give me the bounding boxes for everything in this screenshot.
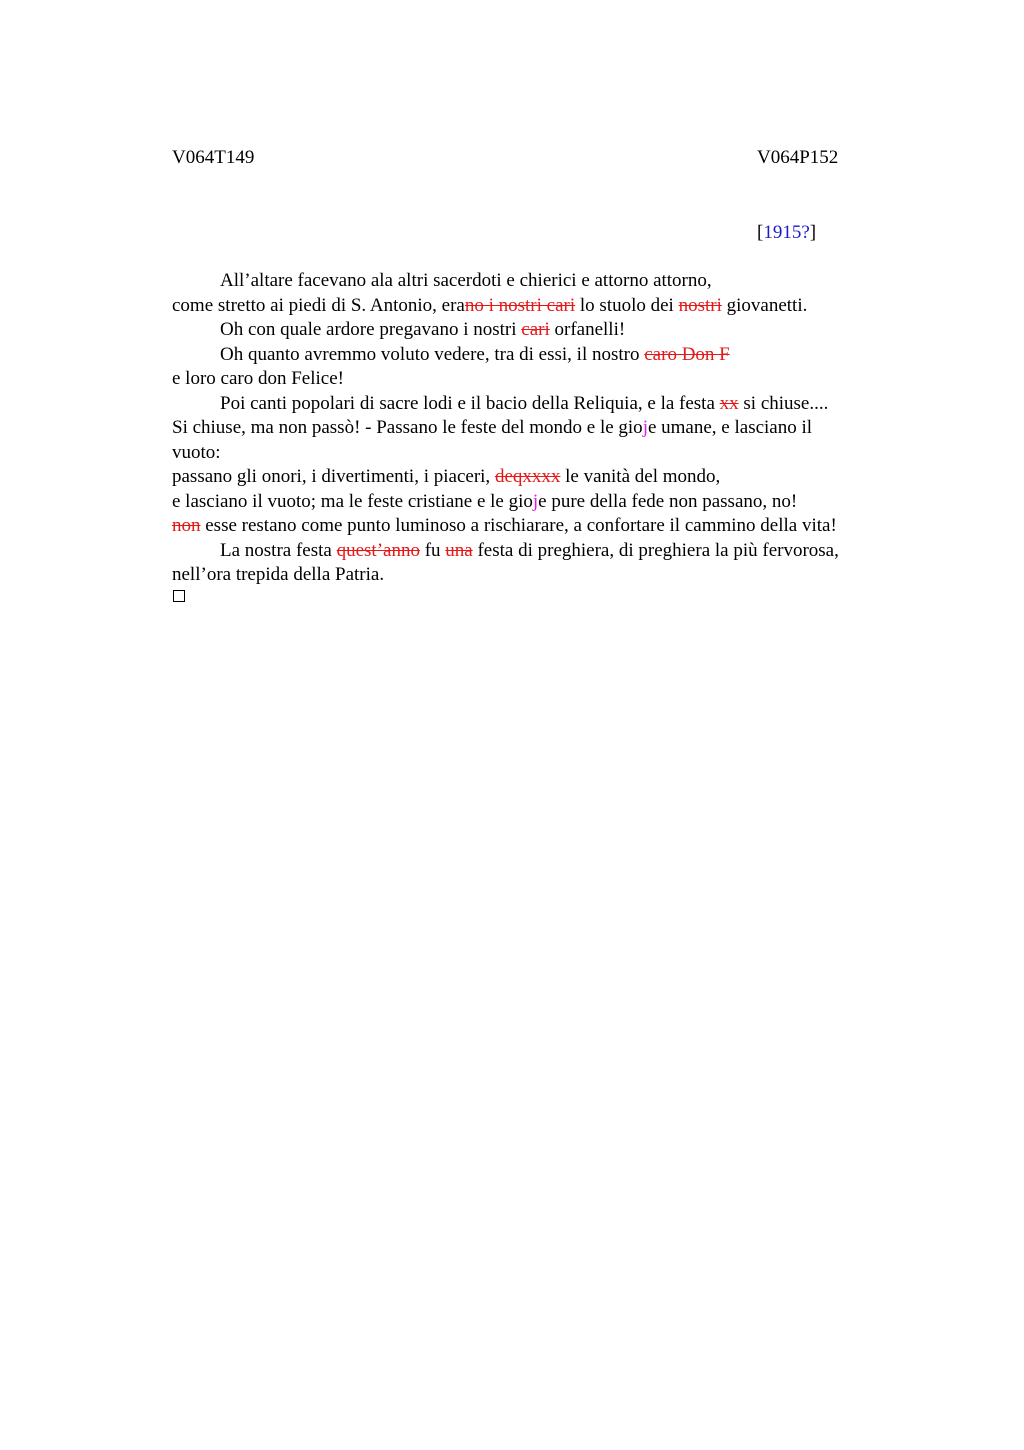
document-code-right: V064P152 <box>757 147 839 168</box>
text-line-11 <box>172 514 902 539</box>
inserted-text: j <box>642 417 648 438</box>
text-line-7 <box>172 416 902 441</box>
date-close-bracket: ] <box>809 222 817 243</box>
text-segment: Si chiuse, ma non passò! - Passano le feste del mondo e le gio <box>172 417 643 438</box>
text-line-5 <box>172 367 902 392</box>
text-line-9 <box>172 465 902 490</box>
deleted-text: caro Don F <box>644 343 730 365</box>
text-segment: e lasciano il vuoto; ma le feste cristiane e le gio <box>172 490 533 512</box>
inserted-text: j <box>532 490 539 512</box>
end-of-text-box-icon <box>173 590 185 602</box>
text-segment: lo stuolo dei <box>575 294 679 316</box>
text-segment: vuoto: <box>172 441 221 463</box>
date-open-bracket: [ <box>757 222 764 243</box>
text-segment: nell’ora trepida della Patria. <box>172 564 385 585</box>
text-segment: si chiuse.... <box>738 392 829 414</box>
text-segment: le vanità del mondo, <box>560 466 721 487</box>
date-annotation <box>757 221 816 245</box>
text-segment: passano gli onori, i divertimenti, i piaceri, <box>172 466 495 487</box>
date-value: 1915? <box>763 222 810 243</box>
deleted-text: deqxxxx <box>494 466 561 487</box>
deleted-text: quest’anno <box>336 539 420 561</box>
deleted-text: cari <box>521 319 550 340</box>
text-segment: giovanetti. <box>721 294 808 316</box>
text-segment: e umane, e lasciano il <box>647 417 813 438</box>
text-segment: La nostra festa <box>220 539 337 561</box>
deleted-text: xx <box>719 392 739 414</box>
deleted-text: non <box>172 515 201 536</box>
text-line-8 <box>172 441 902 466</box>
deleted-text: una <box>445 539 473 561</box>
text-segment: Oh con quale ardore pregavano i nostri <box>220 319 522 340</box>
text-segment: orfanelli! <box>549 319 626 340</box>
deleted-text: no i nostri cari <box>464 294 576 316</box>
text-segment: festa di preghiera, di preghiera la più fervorosa, <box>472 539 839 561</box>
text-segment: come stretto ai piedi di S. Antonio, era <box>172 294 465 316</box>
text-segment: e pure della fede non passano, no! <box>538 490 798 512</box>
document-code-left: V064T149 <box>172 147 255 168</box>
deleted-text: nostri <box>678 294 722 316</box>
text-line-13 <box>172 563 902 588</box>
text-line-6 <box>172 392 902 417</box>
text-line-2 <box>172 294 902 319</box>
text-segment: Oh quanto avremmo voluto vedere, tra di essi, il nostro <box>220 343 645 365</box>
text-line-10 <box>172 490 902 515</box>
text-segment: Poi canti popolari di sacre lodi e il bacio della Reliquia, e la festa <box>220 392 720 414</box>
transcription-body <box>172 269 902 588</box>
text-line-12 <box>172 539 902 564</box>
text-segment: fu <box>419 539 446 561</box>
text-line-3 <box>172 318 902 343</box>
text-segment: e loro caro don Felice! <box>172 368 344 389</box>
text-line-1 <box>172 269 902 294</box>
text-segment: All’altare facevano ala altri sacerdoti e chierici e attorno attorno, <box>220 270 712 291</box>
text-line-4 <box>172 343 902 368</box>
text-segment: esse restano come punto luminoso a rischiarare, a confortare il cammino della vita! <box>200 515 837 536</box>
